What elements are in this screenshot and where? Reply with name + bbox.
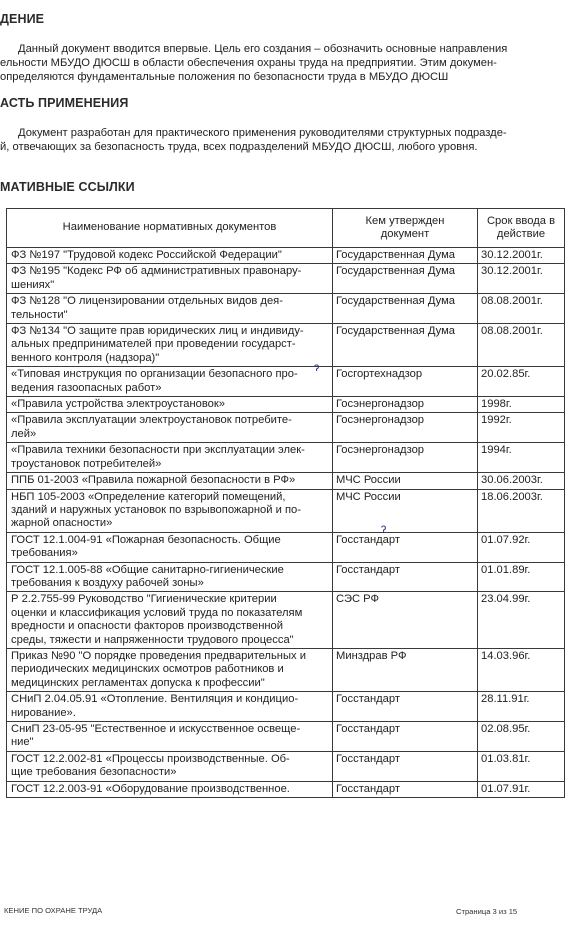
section-intro-heading: ДЕНИЕ	[0, 12, 45, 26]
scope-line: й, отвечающих за безопасность труда, всех подразделений МБУДО ДЮСШ, любого уровня.	[0, 141, 478, 153]
document-name-line: Р 2.2.755-99 Руководство "Гигиенические критерии	[11, 593, 277, 606]
document-name-line: жарной опасности»	[11, 517, 113, 530]
document-name-cell	[7, 722, 333, 752]
document-name-line: ФЗ №197 "Трудовой кодекс Российской Федерации"	[11, 249, 282, 261]
approved-by-cell: Госстандарт	[333, 751, 478, 781]
ink-mark: ɂ	[381, 521, 387, 535]
document-name-line: ФЗ №134 "О защите прав юридических лиц и индивиду-	[11, 325, 304, 338]
document-name-cell	[7, 562, 333, 592]
document-name-cell	[7, 489, 333, 532]
approved-by-cell: Госстандарт	[333, 781, 478, 797]
effective-date-cell: 02.08.95г.	[478, 722, 565, 752]
effective-date-cell: 20.02.85г.	[478, 367, 565, 397]
table-body	[7, 248, 565, 798]
document-name-cell	[7, 751, 333, 781]
effective-date-cell: 1992г.	[478, 413, 565, 443]
document-name-cell	[7, 413, 333, 443]
table-row	[7, 592, 565, 649]
document-name-line: ППБ 01-2003 «Правила пожарной безопасности в РФ»	[11, 474, 296, 487]
document-name-line: периодических медицинских осмотров работников и	[11, 663, 284, 676]
document-name-line: троустановок потребителей»	[11, 457, 162, 470]
effective-date-cell: 28.11.91г.	[478, 692, 565, 722]
table-row	[7, 413, 565, 443]
document-name-line: вредности и опасности факторов производственной	[11, 620, 284, 633]
document-name-line: СНиП 2.04.05.91 «Отопление. Вентиляция и кондицио-	[11, 693, 299, 706]
effective-date-cell: 08.08.2001г.	[478, 324, 565, 367]
document-name-line: щие требования безопасности»	[11, 766, 177, 779]
document-name-line: ведения газоопасных работ»	[11, 381, 162, 394]
effective-date-cell: 01.07.91г.	[478, 781, 565, 797]
table-row	[7, 692, 565, 722]
ink-mark: ɂ	[314, 360, 320, 374]
intro-line: ельности МБУДО ДЮСШ в области обеспечения охраны труда на предприятии. Этим докумен-	[0, 57, 497, 69]
approved-by-cell: Государственная Дума	[333, 248, 478, 264]
document-name-line: требования»	[11, 547, 78, 560]
document-name-line: ние"	[11, 736, 34, 749]
approved-by-cell: Государственная Дума	[333, 324, 478, 367]
document-name-line: тельности"	[11, 308, 68, 321]
table-row	[7, 397, 565, 413]
intro-line: Данный документ вводится впервые. Цель его создания – обозначить основные направления	[18, 43, 508, 55]
document-name-line: ГОСТ 12.1.005-88 «Общие санитарно-гигиенические	[11, 563, 284, 576]
document-name-line: шениях"	[11, 278, 55, 291]
document-name-cell	[7, 532, 333, 562]
table-row	[7, 532, 565, 562]
document-name-line: «Типовая инструкция по организации безопасного про-	[11, 368, 298, 381]
document-name-cell	[7, 324, 333, 367]
document-name-line: Приказ №90 "О порядке проведения предварительных и	[11, 649, 306, 662]
approved-by-cell: Государственная Дума	[333, 264, 478, 294]
document-name-line: медицинских регламентах допуска к профессии"	[11, 676, 265, 689]
document-name-line: оценки и классификация условий труда по показателям	[11, 606, 303, 619]
approved-by-cell: Государственная Дума	[333, 294, 478, 324]
effective-date-cell: 01.03.81г.	[478, 751, 565, 781]
footer-document-title: КЕНИЕ ПО ОХРАНЕ ТРУДА	[4, 906, 103, 915]
intro-line: определяются фундаментальные положения по безопасности труда в МБУДО ДЮСШ	[0, 71, 449, 83]
document-name-line: ФЗ №128 "О лицензировании отдельных видов дея-	[11, 295, 283, 308]
effective-date-cell: 30.12.2001г.	[478, 248, 565, 264]
section-refs-heading: МАТИВНЫЕ ССЫЛКИ	[0, 180, 135, 194]
document-name-line: требования к воздуху рабочей зоны»	[11, 576, 204, 589]
approved-by-cell: Госэнергонадзор	[333, 413, 478, 443]
section-intro-text	[0, 42, 560, 84]
document-name-line: ФЗ №195 "Кодекс РФ об административных правонару-	[11, 265, 302, 278]
document-name-line: ГОСТ 12.2.003-91 «Оборудование производственное.	[11, 782, 290, 795]
document-name-cell	[7, 264, 333, 294]
table-header-row	[7, 209, 565, 248]
document-name-line: «Правила техники безопасности при эксплуатации элек-	[11, 444, 305, 457]
table-row	[7, 324, 565, 367]
document-name-line: «Правила устройства электроустановок»	[11, 398, 226, 411]
table-row	[7, 443, 565, 473]
effective-date-cell: 14.03.96г.	[478, 648, 565, 691]
effective-date-cell: 1994г.	[478, 443, 565, 473]
table-row	[7, 751, 565, 781]
document-name-line: нирование».	[11, 706, 76, 719]
effective-date-cell: 30.12.2001г.	[478, 264, 565, 294]
document-name-cell	[7, 592, 333, 649]
table-row	[7, 781, 565, 797]
approved-by-cell: Госстандарт	[333, 562, 478, 592]
document-name-line: зданий и наружных установок по взрывопожарной и по-	[11, 503, 301, 516]
approved-by-cell: Госстандарт	[333, 692, 478, 722]
document-name-cell	[7, 443, 333, 473]
document-name-cell	[7, 648, 333, 691]
document-name-cell	[7, 692, 333, 722]
table-row	[7, 367, 565, 397]
table-row	[7, 489, 565, 532]
scope-line: Документ разработан для практического применения руководителями структурных подразде-	[18, 127, 507, 139]
normative-documents-table	[6, 208, 565, 798]
effective-date-cell: 08.08.2001г.	[478, 294, 565, 324]
table-row	[7, 562, 565, 592]
approved-by-cell: МЧС России	[333, 473, 478, 489]
footer-page-number: Страница 3 из 15	[456, 907, 518, 916]
approved-by-cell: МЧС России	[333, 489, 478, 532]
table-row	[7, 648, 565, 691]
document-name-line: альных предпринимателей при проведении государст-	[11, 338, 296, 351]
table-row	[7, 473, 565, 489]
document-name-cell	[7, 367, 333, 397]
document-name-line: СниП 23-05-95 "Естественное и искусственное освеще-	[11, 723, 301, 735]
header-document-name: Наименование нормативных документов	[7, 209, 333, 248]
approved-by-cell: Госгортехнадзор	[333, 367, 478, 397]
document-name-line: НБП 105-2003 «Определение категорий помещений,	[11, 490, 286, 503]
table-row	[7, 264, 565, 294]
approved-by-cell: Минздрав РФ	[333, 648, 478, 691]
approved-by-cell: Госэнергонадзор	[333, 443, 478, 473]
header-approved-by: Кем утвержден документ	[333, 209, 478, 248]
header-effective-date: Срок ввода в действие	[478, 209, 565, 248]
effective-date-cell: 1998г.	[478, 397, 565, 413]
effective-date-cell: 18.06.2003г.	[478, 489, 565, 532]
effective-date-cell: 23.04.99г.	[478, 592, 565, 649]
table-row	[7, 248, 565, 264]
document-name-cell	[7, 397, 333, 413]
document-name-line: «Правила эксплуатации электроустановок потребите-	[11, 414, 292, 427]
document-name-cell	[7, 781, 333, 797]
document-name-line: венного контроля (надзора)"	[11, 351, 160, 364]
approved-by-cell: Госэнергонадзор	[333, 397, 478, 413]
effective-date-cell: 01.07.92г.	[478, 532, 565, 562]
table-row	[7, 294, 565, 324]
document-name-line: ГОСТ 12.2.002-81 «Процессы производственные. Об-	[11, 752, 290, 765]
document-name-line: лей»	[11, 427, 37, 440]
document-name-cell	[7, 248, 333, 264]
approved-by-cell: Госстандарт	[333, 722, 478, 752]
document-name-cell	[7, 473, 333, 489]
effective-date-cell: 30.06.2003г.	[478, 473, 565, 489]
effective-date-cell: 01.01.89г.	[478, 562, 565, 592]
table-row	[7, 722, 565, 752]
document-name-line: среды, тяжести и напряженности трудового процесса"	[11, 633, 294, 646]
document-name-line: ГОСТ 12.1.004-91 «Пожарная безопасность. Общие	[11, 533, 281, 546]
approved-by-cell: Госстандарт	[333, 532, 478, 562]
section-scope-text	[0, 126, 560, 154]
approved-by-cell: СЭС РФ	[333, 592, 478, 649]
document-name-cell	[7, 294, 333, 324]
section-scope-heading: АСТЬ ПРИМЕНЕНИЯ	[0, 96, 129, 110]
